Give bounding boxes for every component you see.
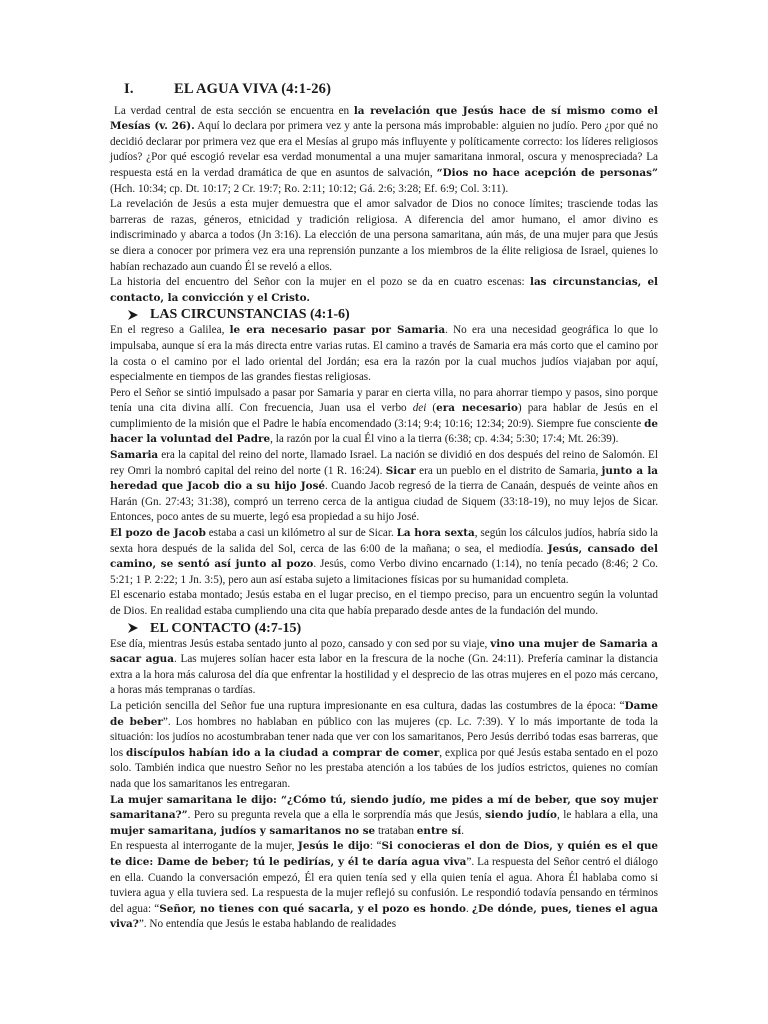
text-run: Ese día, mientras Jesús estaba sentado junto al pozo, cansado y con sed por su viaje, bbox=[110, 637, 491, 650]
text-run: Pero el Señor se sintió impulsado a pasar por Samaria y parar en cierta villa, no para ahorrar tiempo y pasos, sino porque tenía una cita divina allí. Con frecuencia, Juan usa el verbo bbox=[110, 386, 658, 415]
paragraph-mujer bbox=[110, 637, 658, 699]
bold-run: El pozo de Jacob bbox=[110, 527, 206, 540]
text-run: En respuesta al interrogante de la mujer, bbox=[110, 840, 298, 853]
bold-run: mujer samaritana, judíos y samaritanos no se bbox=[110, 824, 376, 837]
text-run: ) para hablar de Jesús en el cumplimiento de la misión que el Padre le había encomendado (3:14; 9:4; 10:16; 12:34; 20:9). Siempre fue consciente bbox=[110, 402, 658, 430]
bold-run: siendo judío bbox=[485, 809, 557, 822]
paragraph-samaria bbox=[110, 448, 658, 526]
text-run: . Cuando Jacob regresó de la tierra de Canaán, después de veinte años en Harán (Gn. 27:43; 31:38), compró un terreno cerca de la antigua ciudad de Siquem (33:18-19), no muy lejos de Sicar. Entonces, poco antes de su muerte, legó esa propiedad a su hijo José. bbox=[110, 480, 659, 524]
paragraph-pozo bbox=[110, 526, 658, 588]
bold-run: Samaria bbox=[110, 449, 159, 462]
paragraph-samaritana bbox=[110, 793, 658, 840]
text-run: . No era una necesidad geográfica lo que lo impulsaba, aunque sí era la más directa entre varias rutas. El camino a través de Samaria era más corto que el camino por la costa o el camino por el lado oriental del Jordán; esa era la razón por la cual muchos judíos viajaban por aquí, especialmente en tiempos de las grandes fiestas religiosas. bbox=[110, 324, 658, 384]
text-run: La historia del encuentro del Señor con la mujer en el pozo se da en cuatro escenas: bbox=[110, 276, 530, 289]
paragraph-peticion bbox=[110, 699, 658, 793]
bold-run: vino una mujer de Samaria a sacar agua bbox=[110, 637, 658, 666]
section-heading-circunstancias bbox=[110, 306, 658, 323]
paragraph-galilea bbox=[110, 323, 658, 385]
text-run: . Jesús, como Verbo divino encarnado (1:14), no tenía pecado (8:46; 2 Co. 5:21; 1 P. 2:22; 1 Jn. 3:5), pero aun así estaba sujeto a limitaciones físicas por su humanidad completa. bbox=[110, 558, 658, 586]
bold-run: Señor, no tienes con qué sacarla, y el pozo es hondo bbox=[159, 902, 466, 915]
arrow-bullet-icon bbox=[128, 310, 138, 320]
bold-run: “Dios no hace acepción de personas” bbox=[436, 166, 658, 179]
document-page bbox=[110, 82, 658, 933]
text-run: Aquí lo declara por primera vez y ante la persona más improbable: alguien no judío. Pero ¿por qué no decidió declarar por primera vez que era el Mesías al grupo más influyente y políticamente correcto: los líderes religiosos judíos? ¿Por qué escogió revelar esa verdad monumental a una mujer samaritana inmoral, oscura y menospreciada? La respuesta está en la verdad dramática de que en asuntos de salvación, bbox=[110, 120, 658, 179]
paragraph-escenario bbox=[110, 588, 658, 619]
section-title: EL CONTACTO (4:7-15) bbox=[150, 620, 302, 636]
text-run: ( bbox=[426, 402, 437, 415]
bold-run: junto a la heredad que Jacob dio a su hijo José bbox=[110, 464, 659, 493]
text-run: (Hch. 10:34; cp. Dt. 10:17; 2 Cr. 19:7; Ro. 2:11; 10:12; Gá. 2:6; 3:28; Ef. 6:9; Col. 3:11). bbox=[110, 182, 509, 195]
bold-run: Dame de beber bbox=[110, 699, 658, 728]
text-run: . Las mujeres solían hacer esta labor en la frescura de la noche (Gn. 24:11). Prefería caminar la distancia extra a la hora más calurosa del día que enfrentar la hostilidad y el desprecio de las otras mujeres en el pozo más cercano, a horas más tempranas o tardías. bbox=[110, 653, 658, 697]
text-run: , según los cálculos judíos, habría sido la sexta hora después de la salida del Sol, cerca de las 6:00 de la mañana; o sea, el mediodía. bbox=[110, 527, 658, 555]
paragraph-intro bbox=[110, 104, 658, 198]
bold-run: La mujer samaritana le dijo: “¿Cómo tú, siendo judío, me pides a mí de beber, que soy mujer samaritana?” bbox=[110, 793, 658, 822]
paragraph-scenes bbox=[110, 275, 658, 306]
bold-run: Sicar bbox=[385, 464, 416, 477]
bold-run: Jesús le dijo bbox=[297, 840, 370, 853]
bold-run: entre sí bbox=[416, 824, 462, 837]
text-run: trataban bbox=[375, 824, 417, 837]
text-run: ”. Los hombres no hablaban en público con las mujeres (cp. Lc. 7:39). Y lo más importante de toda la situación: los judíos no acostumbraban tener nada que ver con los samaritanos, Pero Jesús derribó todas esas barreras, que los bbox=[110, 715, 658, 759]
arrow-bullet-icon bbox=[128, 623, 138, 633]
text-run: El escenario estaba montado; Jesús estaba en el lugar preciso, en el tiempo preciso, para un encuentro según la voluntad de Dios. En realidad estaba cumpliendo una cita que había preparado desde antes de la fundación del mundo. bbox=[110, 589, 658, 617]
chapter-heading bbox=[124, 82, 658, 98]
section-heading-contacto bbox=[110, 620, 658, 637]
text-run: , la razón por la cual Él vino a la tierra (6:38; cp. 4:34; 5:30; 17:4; Mt. 26:39). bbox=[270, 433, 619, 446]
bold-run: las circunstancias, el contacto, la convicción y el Cristo. bbox=[110, 276, 658, 304]
paragraph-love bbox=[110, 197, 658, 275]
text-run: era la capital del reino del norte, llamado Israel. La nación se dividió en dos después del reino de Salomón. El rey Omri la nombró capital del reino del norte (1 R. 16:24). bbox=[110, 449, 658, 477]
bold-run: Si conocieras el don de Dios, y quién es el que te dice: Dame de beber; tú le pedirías, y él te daría agua viva bbox=[110, 840, 658, 868]
text-run: ”. No entendía que Jesús le estaba hablando de realidades bbox=[138, 918, 397, 931]
paragraph-respuesta bbox=[110, 839, 658, 933]
text-run: La verdad central de esta sección se encuentra en bbox=[114, 104, 354, 117]
text-run: La revelación de Jesús a esta mujer demuestra que el amor salvador de Dios no conoce límites; trasciende todas las barreras de razas, géneros, etnicidad y tradición religiosa. A diferencia del amor humano, el amor divino es indiscriminado y abarca a todos (Jn 3:16). La elección de una persona samaritana, aún más, de una mujer para que Jesús se diera a conocer por primera vez era una reprensión punzante a los miembros de la élite religiosa de Israel, quienes lo habían rechazado aun cuando Él se reveló a ellos. bbox=[110, 198, 658, 273]
bold-run: de hacer la voluntad del Padre bbox=[110, 417, 658, 446]
chapter-title: EL AGUA VIVA (4:1-26) bbox=[174, 81, 332, 97]
chapter-number: I. bbox=[124, 81, 134, 97]
text-run: estaba a casi un kilómetro al sur de Sicar. bbox=[205, 527, 397, 540]
section-title: LAS CIRCUNSTANCIAS (4:1-6) bbox=[150, 307, 350, 323]
bold-run: la revelación que Jesús hace de sí mismo como el Mesías (v. 26). bbox=[110, 104, 658, 133]
paragraph-cita-divina bbox=[110, 386, 658, 448]
bold-run: era necesario bbox=[436, 402, 518, 415]
bold-run: le era necesario pasar por Samaria bbox=[229, 324, 446, 337]
text-run: , le hablara a ella, una bbox=[556, 809, 658, 822]
bold-run: ¿De dónde, pues, tienes el agua viva? bbox=[110, 902, 659, 931]
text-run: ”. La respuesta del Señor centró el diálogo en ella. Cuando la conversación empezó, Él era quien tenía sed y ella quien tenía el agua. Ahora Él hablaba como si tuviera agua y ella tuviera sed. La respuesta de la mujer reflejó su confusión. Le respondió todavía pensando en términos del agua: “ bbox=[110, 855, 658, 915]
text-run: La petición sencilla del Señor fue una ruptura impresionante en esa cultura, dadas las costumbres de la época: “ bbox=[110, 699, 625, 712]
bold-run: Jesús, cansado del camino, se sentó así junto al pozo bbox=[110, 542, 658, 571]
bold-run: discípulos habían ido a la ciudad a comprar de comer bbox=[126, 746, 440, 759]
text-run: . bbox=[465, 902, 472, 915]
italic-run: dei bbox=[412, 402, 427, 415]
bold-run: La hora sexta bbox=[396, 527, 475, 540]
text-run: . Pero su pregunta revela que a ella le sorprendía más que Jesús, bbox=[187, 809, 486, 822]
text-run: En el regreso a Galilea, bbox=[110, 324, 230, 337]
text-run: . bbox=[461, 824, 465, 837]
text-run: , explica por qué Jesús estaba sentado en el pozo solo. También indica que nuestro Señor no les prestaba atención a los tabúes de los judíos estrictos, quienes no comían nada que los samaritanos les entregaran. bbox=[110, 746, 658, 790]
text-run: : “ bbox=[369, 840, 382, 853]
text-run: era un pueblo en el distrito de Samaria, bbox=[415, 464, 602, 477]
